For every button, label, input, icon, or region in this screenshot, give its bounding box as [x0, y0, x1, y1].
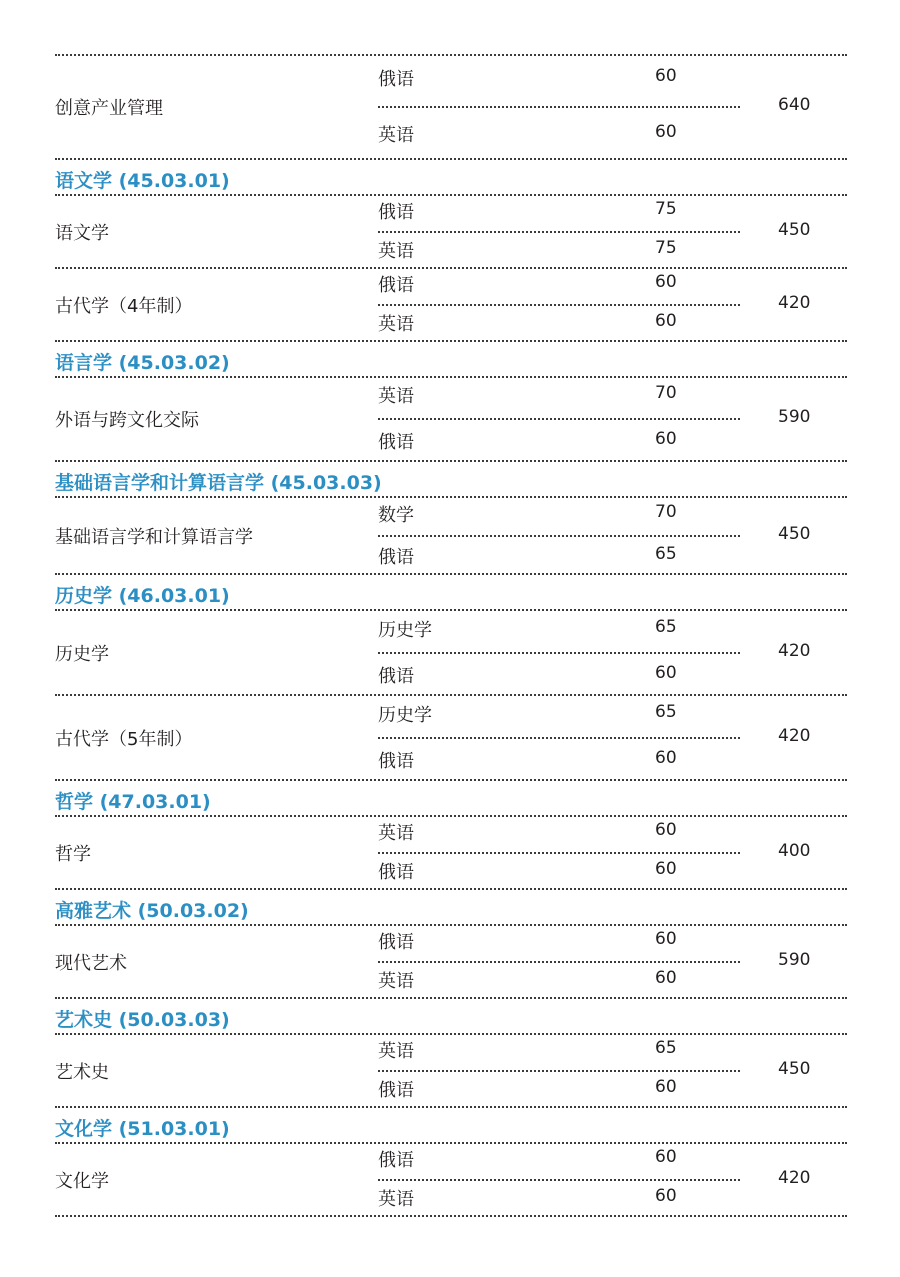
dotted-rule: [55, 376, 847, 378]
total-score: 590: [778, 949, 811, 970]
dotted-rule: [55, 997, 847, 999]
subject-min-score: 65: [655, 701, 677, 722]
dotted-rule: [55, 340, 847, 342]
dotted-rule: [55, 267, 847, 269]
total-score: 420: [778, 1167, 811, 1188]
inner-dotted-rule: [378, 106, 740, 108]
category-heading: 高雅艺术 (50.03.02): [55, 900, 249, 922]
subject-name: 历史学: [378, 619, 432, 641]
dotted-rule: [55, 460, 847, 462]
subject-name: 俄语: [378, 1150, 414, 1172]
total-score: 450: [778, 1058, 811, 1079]
inner-dotted-rule: [378, 535, 740, 537]
subject-min-score: 60: [655, 428, 677, 449]
inner-dotted-rule: [378, 852, 740, 854]
subject-name: 英语: [378, 1041, 414, 1063]
subject-name: 英语: [378, 125, 414, 147]
subject-min-score: 60: [655, 65, 677, 86]
subject-min-score: 60: [655, 1077, 677, 1098]
total-score: 420: [778, 292, 811, 313]
subject-min-score: 65: [655, 616, 677, 637]
inner-dotted-rule: [378, 652, 740, 654]
subject-name: 英语: [378, 241, 414, 263]
subject-min-score: 60: [655, 747, 677, 768]
inner-dotted-rule: [378, 231, 740, 233]
dotted-rule: [55, 1106, 847, 1108]
subject-min-score: 70: [655, 501, 677, 522]
subject-min-score: 60: [655, 122, 677, 143]
total-score: 420: [778, 725, 811, 746]
program-name: 创意产业管理: [55, 98, 163, 119]
subject-name: 俄语: [378, 1080, 414, 1102]
subject-name: 俄语: [378, 275, 414, 297]
category-heading: 历史学 (46.03.01): [55, 585, 230, 607]
total-score: 640: [778, 95, 811, 115]
subject-min-score: 75: [655, 238, 677, 259]
subject-name: 英语: [378, 971, 414, 993]
inner-dotted-rule: [378, 961, 740, 963]
dotted-rule: [55, 815, 847, 817]
program-name: 基础语言学和计算语言学: [55, 526, 253, 548]
subject-name: 英语: [378, 1189, 414, 1211]
program-name: 古代学（5年制）: [55, 728, 193, 750]
subject-name: 俄语: [378, 68, 414, 90]
total-score: 420: [778, 640, 811, 661]
subject-min-score: 60: [655, 1186, 677, 1207]
inner-dotted-rule: [378, 304, 740, 306]
subject-min-score: 60: [655, 272, 677, 293]
subject-name: 数学: [378, 504, 414, 526]
category-heading: 语文学 (45.03.01): [55, 170, 230, 192]
total-score: 590: [778, 407, 811, 427]
dotted-rule: [55, 888, 847, 890]
category-heading: 基础语言学和计算语言学 (45.03.03): [55, 472, 382, 494]
inner-dotted-rule: [378, 1070, 740, 1072]
dotted-rule: [55, 1142, 847, 1144]
category-heading: 哲学 (47.03.01): [55, 791, 211, 813]
subject-name: 俄语: [378, 431, 414, 453]
dotted-rule: [55, 573, 847, 575]
program-name: 现代艺术: [55, 952, 127, 974]
dotted-rule: [55, 194, 847, 196]
dotted-rule: [55, 1215, 847, 1217]
dotted-rule: [55, 496, 847, 498]
subject-min-score: 60: [655, 1147, 677, 1168]
dotted-rule: [55, 694, 847, 696]
program-name: 艺术史: [55, 1061, 109, 1083]
subject-min-score: 60: [655, 929, 677, 950]
subject-min-score: 70: [655, 383, 677, 404]
category-heading: 文化学 (51.03.01): [55, 1118, 230, 1140]
total-score: 450: [778, 523, 811, 544]
program-name: 哲学: [55, 843, 91, 865]
total-score: 450: [778, 219, 811, 240]
inner-dotted-rule: [378, 1179, 740, 1181]
category-heading: 艺术史 (50.03.03): [55, 1009, 230, 1031]
inner-dotted-rule: [378, 418, 740, 420]
subject-name: 俄语: [378, 202, 414, 224]
subject-name: 俄语: [378, 546, 414, 568]
dotted-rule: [55, 54, 847, 56]
program-name: 外语与跨文化交际: [55, 410, 199, 431]
subject-name: 俄语: [378, 932, 414, 954]
dotted-rule: [55, 158, 847, 160]
total-score: 400: [778, 840, 811, 861]
dotted-rule: [55, 1033, 847, 1035]
subject-min-score: 65: [655, 543, 677, 564]
subject-name: 俄语: [378, 862, 414, 884]
subject-min-score: 60: [655, 968, 677, 989]
subject-name: 英语: [378, 386, 414, 408]
subject-min-score: 60: [655, 662, 677, 683]
subject-name: 俄语: [378, 665, 414, 687]
subject-min-score: 65: [655, 1038, 677, 1059]
subject-name: 俄语: [378, 750, 414, 772]
program-name: 文化学: [55, 1170, 109, 1192]
subject-min-score: 75: [655, 199, 677, 220]
category-heading: 语言学 (45.03.02): [55, 352, 230, 374]
subject-min-score: 60: [655, 311, 677, 332]
dotted-rule: [55, 609, 847, 611]
dotted-rule: [55, 924, 847, 926]
subject-name: 英语: [378, 823, 414, 845]
program-name: 历史学: [55, 643, 109, 665]
dotted-rule: [55, 779, 847, 781]
program-name: 语文学: [55, 222, 109, 244]
subject-min-score: 60: [655, 820, 677, 841]
subject-name: 英语: [378, 314, 414, 336]
subject-min-score: 60: [655, 859, 677, 880]
inner-dotted-rule: [378, 737, 740, 739]
program-name: 古代学（4年制）: [55, 295, 193, 317]
subject-name: 历史学: [378, 704, 432, 726]
